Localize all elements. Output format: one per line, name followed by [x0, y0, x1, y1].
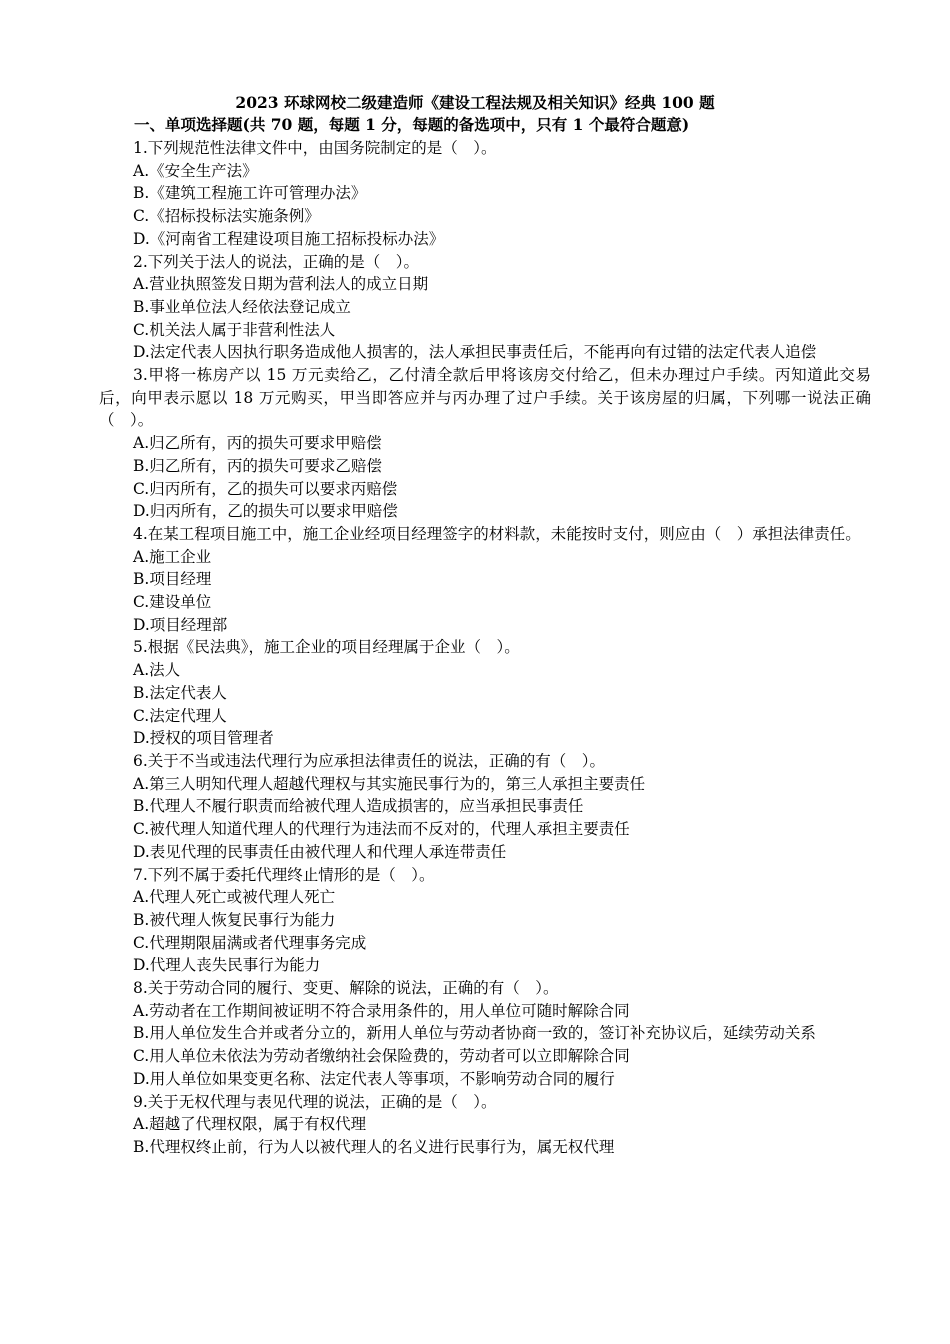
answer-option: A.超越了代理权限，属于有权代理	[133, 1115, 367, 1134]
answer-option: D.归丙所有，乙的损失可以要求甲赔偿	[133, 502, 398, 521]
question-stem: 9.关于无权代理与表见代理的说法，正确的是（ ）。	[133, 1092, 497, 1111]
answer-option: C.被代理人知道代理人的代理行为违法而不反对的，代理人承担主要责任	[133, 820, 630, 839]
answer-option: D.授权的项目管理者	[133, 729, 274, 748]
answer-option: B.用人单位发生合并或者分立的，新用人单位与劳动者协商一致的，签订补充协议后，延续劳动关系	[133, 1024, 816, 1043]
question-stem: 5.根据《民法典》，施工企业的项目经理属于企业（ ）。	[133, 638, 520, 657]
question-list	[99, 137, 871, 1159]
answer-option: B.被代理人恢复民事行为能力	[133, 910, 336, 929]
question-stem: 6.关于不当或违法代理行为应承担法律责任的说法，正确的有（ ）。	[133, 751, 606, 770]
answer-option: C.机关法人属于非营利性法人	[133, 320, 336, 339]
answer-option: D.表见代理的民事责任由被代理人和代理人承连带责任	[133, 842, 507, 861]
question-stem: 3.甲将一栋房产以 15 万元卖给乙，乙付清全款后甲将该房交付给乙，但未办理过户手续。丙知道此交易后，向甲表示愿以 18 万元购买，甲当即答应并与丙办理了过户手续。关于该房屋的归属，下列哪一说法正确（ ）。	[99, 366, 871, 430]
answer-option: C.法定代理人	[133, 706, 227, 725]
answer-option: B.《建筑工程施工许可管理办法》	[133, 184, 367, 203]
answer-option: C.归丙所有，乙的损失可以要求丙赔偿	[133, 479, 398, 498]
answer-option: C.用人单位未依法为劳动者缴纳社会保险费的，劳动者可以立即解除合同	[133, 1047, 630, 1066]
answer-option: D.用人单位如果变更名称、法定代表人等事项，不影响劳动合同的履行	[133, 1069, 615, 1088]
answer-option: C.《招标投标法实施条例》	[133, 207, 320, 226]
answer-option: D.代理人丧失民事行为能力	[133, 956, 321, 975]
question-stem: 4.在某工程项目施工中，施工企业经项目经理签字的材料款，未能按时支付，则应由（ ）承担法律责任。	[133, 524, 861, 543]
answer-option: A.施工企业	[133, 547, 212, 566]
question-stem: 1.下列规范性法律文件中，由国务院制定的是（ ）。	[133, 139, 497, 157]
section-heading: 一、单项选择题(共 70 题，每题 1 分，每题的备选项中，只有 1 个最符合题意)	[134, 115, 690, 134]
answer-option: A.第三人明知代理人超越代理权与其实施民事行为的，第三人承担主要责任	[133, 774, 646, 793]
question-stem: 7.下列不属于委托代理终止情形的是（ ）。	[133, 865, 435, 884]
answer-option: C.建设单位	[133, 593, 212, 612]
answer-option: A.《安全生产法》	[133, 161, 258, 180]
answer-option: D.法定代表人因执行职务造成他人损害的，法人承担民事责任后，不能再向有过错的法定代表人追偿	[133, 343, 817, 362]
answer-option: B.法定代表人	[133, 683, 227, 702]
answer-option: B.事业单位法人经依法登记成立	[133, 297, 351, 316]
answer-option: B.项目经理	[133, 570, 212, 589]
answer-option: D.《河南省工程建设项目施工招标投标办法》	[133, 229, 445, 248]
document-title: 2023 环球网校二级建造师《建设工程法规及相关知识》经典 100 题	[235, 93, 715, 112]
answer-option: B.代理权终止前，行为人以被代理人的名义进行民事行为，属无权代理	[133, 1137, 615, 1156]
answer-option: B.代理人不履行职责而给被代理人造成损害的，应当承担民事责任	[133, 797, 584, 816]
answer-option: A.营业执照签发日期为营利法人的成立日期	[133, 275, 429, 294]
answer-option: B.归乙所有，丙的损失可要求乙赔偿	[133, 456, 382, 475]
answer-option: D.项目经理部	[133, 615, 228, 634]
answer-option: A.法人	[133, 661, 181, 680]
question-stem: 8.关于劳动合同的履行、变更、解除的说法，正确的有（ ）。	[133, 979, 559, 998]
answer-option: A.劳动者在工作期间被证明不符合录用条件的，用人单位可随时解除合同	[133, 1001, 630, 1020]
answer-option: A.归乙所有，丙的损失可要求甲赔偿	[133, 434, 382, 453]
answer-option: A.代理人死亡或被代理人死亡	[133, 888, 336, 907]
answer-option: C.代理期限届满或者代理事务完成	[133, 933, 367, 952]
question-stem: 2.下列关于法人的说法，正确的是（ ）。	[133, 252, 420, 271]
